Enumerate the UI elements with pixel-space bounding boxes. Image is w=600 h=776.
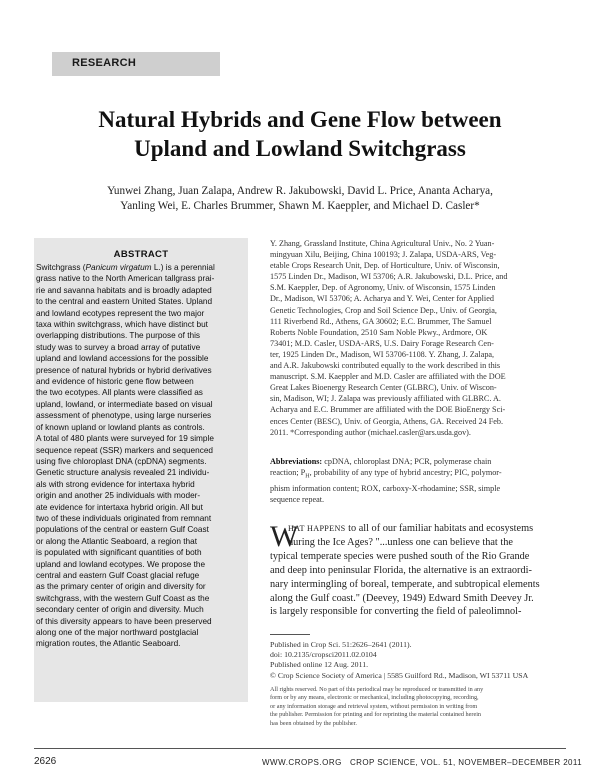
abstract-line: study was to survey a broad array of putative [36,342,201,352]
rights-line: All rights reserved. No part of this periodical may be reproduced or transmitted in any [270,686,484,693]
body-line: is largely responsible for converting the field of paleolimnol- [270,606,522,618]
abstract-line: ate evidence for intertaxa hybrid origin. All but [36,502,203,512]
abstract-line: upland and lowland accessions for the possible [36,354,209,364]
abstract-line: presence of natural hybrids or hybrid derivatives [36,365,212,375]
publication-line: © Crop Science Society of America | 5585 Guilford Rd., Madison, WI 53711 USA [270,670,529,680]
abstract-line: two of these individuals originated from remnant [36,513,212,523]
abstract-line: of this diversity appears to have been preserved [36,616,212,626]
affiliation-line: Dr., Madison, WI 53706; A. Acharya and Y. Wei, Center for Applied [270,294,494,304]
abstract-line: sequence repeat (SSR) markers and sequenced [36,445,214,455]
body-line: HAT HAPPENS to all of our familiar habitats and ecosystems [288,523,534,534]
rights-line: form or by any means, electronic or mechanical, including photocopying, recording, [270,694,479,702]
abbreviation-line: phism information content; ROX, carboxy-X-rhodamine; SSR, simple [270,483,501,493]
abstract-heading: ABSTRACT [113,249,169,260]
body-line: and deep into peninsular Florida, the alternative is an extraordi- [270,564,532,576]
drop-cap: W [270,520,299,553]
abstract-line: to the central and eastern United States. Upland [36,297,213,307]
abstract-line: or along the Atlantic Seaboard, a region that [36,536,197,546]
affiliation-line: ences Center (BESC), Univ. of Georgia, Athens, GA. Received 24 Feb. [270,416,504,426]
article-title [40,105,560,163]
body-line: along the Gulf coast." (Deevey, 1949) Edward Smith Deevey Jr. [270,592,534,604]
abstract-line: of known upland or lowland plants as controls. [36,422,205,432]
page-number: 2626 [34,756,57,767]
author-line: Yunwei Zhang, Juan Zalapa, Andrew R. Jakubowski, David L. Price, Ananta Acharya, [107,185,493,197]
publication-line: Published in Crop Sci. 51:2626–2641 (2011). [270,640,412,649]
doi-link[interactable]: doi: 10.2135/cropsci2011.02.0104 [270,650,377,660]
abstract-line: taxa within switchgrass, which have distinct but [36,320,208,330]
publication-divider [270,634,310,635]
affiliation-line: manuscript. S.M. Kaeppler and M.D. Casler are affiliated with the DOE [270,372,506,382]
abstract-line: upland and lowland ecotypes. We propose the [36,559,206,569]
abstract-line: migration routes, the Atlantic Seaboard. [36,639,181,649]
rights-line: the publisher. Permission for printing and for reprinting the material contained herein [270,711,482,719]
abstract-line: using five chloroplast DNA (cpDNA) segments. [36,456,207,466]
affiliation-line: Roberts Noble Foundation, 2510 Sam Noble Pkwy., Ardmore, OK [270,327,488,337]
author-line: Yanling Wei, E. Charles Brummer, Shawn M. Kaeppler, and Michael D. Casler* [120,200,480,212]
abstract-line: upland, lowland, or intermediate based on visual [36,399,213,409]
affiliation-line: mingyuan Xilu, Beijing, China 100193; J. Zalapa, USDA-ARS, Veg- [270,250,497,260]
abstract-line: Genetic structure analysis revealed 21 individu- [36,468,210,478]
abstract-line: and evidence of historic gene flow between [36,377,194,387]
abstract-line: secondary center of origin and diversity. Much [36,605,204,615]
abbreviations-label: Abbreviations: [270,457,323,466]
species-name: Panicum virgatum [85,263,152,272]
affiliation-line: Great Lakes Bioenergy Research Center (GLBRC), Univ. of Wiscon- [270,383,497,393]
abbreviation-line: Abbreviations: cpDNA, chloroplast DNA; PCR, polymerase chain [270,457,492,466]
abstract-line: and lowland ecotypes represent the two major [36,308,205,318]
abstract-line: rie and savanna habitats and is broadly adapted [36,285,212,295]
abstract-line: populations of the central or eastern Gulf Coast [36,525,209,535]
affiliation-line: 111 Riverbend Rd., Athens, GA 30602; E.C. Brummer, The Samuel [270,316,492,326]
journal-url-link[interactable]: WWW.CROPS.ORG [262,758,342,767]
affiliations [270,238,566,438]
abstract-line: origin and another 25 individuals with moder- [36,491,201,501]
abstract-line: is populated with significant quantities of both [36,548,202,558]
abstract-line: the two ecotypes. All plants were classified as [36,388,203,398]
abstract-line: central and eastern Gulf Coast glacial refuge [36,570,200,580]
affiliation-line: etable Crops Research Unit, Dep. of Horticulture, Univ. of Wisconsin, [270,261,500,271]
affiliation-line: 73401; M.D. Casler, USDA-ARS, U.S. Dairy Forage Research Cen- [270,338,494,348]
abstract-line: grass native to the North American tallgrass prai- [36,274,215,284]
affiliation-line: 2011. *Corresponding author (michael.casler@ars.usda.gov). [270,427,471,437]
body-line: during the Ice Ages? "...unless one can believe that the [288,536,513,548]
body-text [270,522,566,619]
title-line: Natural Hybrids and Gene Flow between [98,107,502,132]
affiliation-line: Acharya and E.C. Brummer are affiliated with the DOE BioEnergy Sci- [270,405,506,415]
footer-divider [34,748,566,749]
abstract-body [36,262,246,650]
affiliation-line: sin, Madison, WI; J. Zalapa was previously affiliated with GLBRC. A. [270,394,501,404]
journal-citation: CROP SCIENCE, VOL. 51, NOVEMBER–DECEMBER 2011 [350,758,582,767]
abstract-line: switchgrass, with the western Gulf Coast as the [36,593,210,603]
publication-info [270,640,566,681]
rights-notice [270,686,566,728]
affiliation-line: S.M. Kaeppler, Dep. of Agronomy, Univ. of Wisconsin, 1575 Linden [270,283,496,293]
title-line: Upland and Lowland Switchgrass [134,136,466,161]
affiliation-line: and A.R. Jakubowski contributed equally to the work described in this [270,361,501,371]
section-label: RESEARCH [72,57,137,69]
abstract-line: as the primary center of origin and diversity for [36,582,206,592]
abstract-line: along one of the major northward postglacial [36,628,199,637]
lead-in: HAT HAPPENS [288,524,346,533]
affiliation-line: Y. Zhang, Grassland Institute, China Agricultural Univ., No. 2 Yuan- [270,239,495,248]
abstract-line: als with strong evidence for intertaxa hybrid [36,479,195,489]
affiliation-line: Genetic Technologies, Crop and Soil Science Dep., Univ. of Georgia, [270,305,497,315]
author-list [52,184,548,214]
affiliation-line: 1575 Linden Dr., Madison, WI 53706; A.R. Jakubowski, D.L. Price, and [270,272,508,282]
affiliation-line: ter, 1925 Linden Dr., Madison, WI 53706-1108. Y. Zhang, J. Zalapa, [270,349,495,359]
rights-line: or any information storage and retrieval system, without permission in writing from [270,702,478,710]
abbreviation-line: reaction; $P_H$, probability of any type of hybrid ancestry; PIC, polymor- [270,468,502,480]
abbreviations [270,456,566,505]
abstract-line: overlapping distributions. The purpose of this [36,331,201,341]
publication-line: Published online 12 Aug. 2011. [270,660,369,670]
abstract-line: A total of 480 plants were surveyed for 19 simple [36,434,214,444]
rights-line: has been obtained by the publisher. [270,719,357,727]
body-line: nary intermingling of boreal, temperate, and subtropical elements [270,578,540,590]
abstract-line: assessment of phenotype, using large nurseries [36,411,212,421]
body-line: typical temperate species were pushed south of the Rio Grande [270,550,530,562]
abbreviation-line: sequence repeat. [270,494,325,504]
abstract-line: Switchgrass (Panicum virgatum L.) is a perennial [36,263,215,272]
